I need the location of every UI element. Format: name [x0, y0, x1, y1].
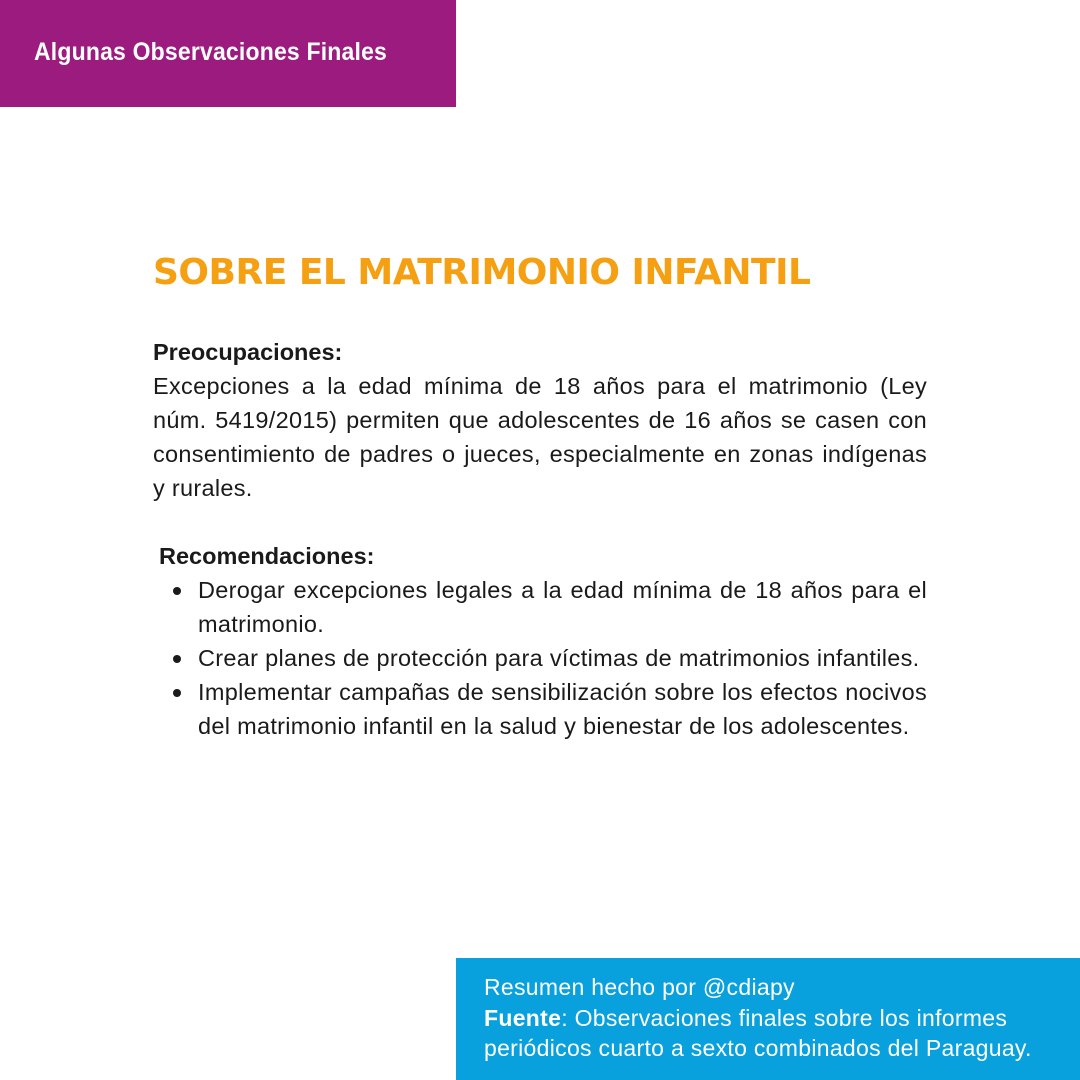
recommendation-item [198, 641, 927, 675]
source-text: : Observaciones finales sobre los informes periódicos cuarto a sexto combinados del Paraguay. [484, 1004, 1032, 1061]
bullet-icon [173, 689, 181, 697]
concerns-text: Excepciones a la edad mínima de 18 años para el matrimonio (Ley núm. 5419/2015) permiten que adolescentes de 16 años se casen con consentimiento de padres o jueces, especialmente en zonas indígenas y rurales. [153, 373, 927, 501]
recommendations-label: Recomendaciones: [159, 543, 375, 569]
header-title: Algunas Observaciones Finales [34, 37, 388, 66]
footer-source-box [456, 958, 1080, 1080]
bullet-icon [173, 655, 181, 663]
footer-source [484, 1003, 1060, 1064]
footer-summary: Resumen hecho por @cdiapy [484, 974, 795, 1000]
content-body [153, 335, 927, 743]
recommendation-item [198, 675, 927, 743]
recommendation-item [198, 573, 927, 641]
source-label: Fuente [484, 1004, 562, 1031]
recommendation-text: Derogar excepciones legales a la edad mínima de 18 años para el matrimonio. [198, 577, 927, 637]
recommendation-text: Crear planes de protección para víctimas de matrimonios infantiles. [198, 645, 920, 671]
recommendation-text: Implementar campañas de sensibilización sobre los efectos nocivos del matrimonio infantil en la salud y bienestar de los adolescentes. [198, 679, 927, 739]
bullet-icon [173, 587, 181, 595]
concerns-label: Preocupaciones: [153, 339, 343, 365]
main-heading: SOBRE EL MATRIMONIO INFANTIL [153, 252, 811, 293]
recommendations-list [153, 573, 927, 743]
header-banner [0, 0, 456, 107]
